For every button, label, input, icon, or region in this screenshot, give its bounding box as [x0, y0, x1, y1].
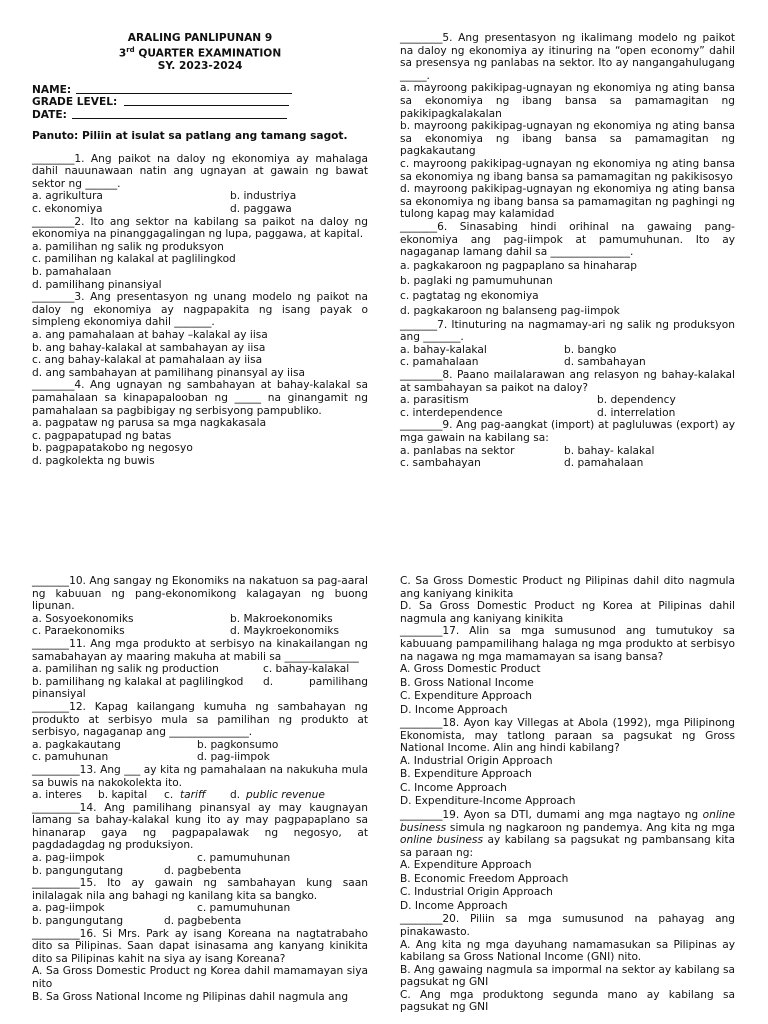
option-d[interactable]: d. interrelation [597, 406, 676, 419]
option-b[interactable]: b. kapital [98, 789, 148, 802]
question-8 [400, 369, 735, 419]
option-c[interactable]: c. pamuhunan [32, 751, 109, 764]
option-d[interactable]: d. [230, 789, 241, 802]
option-a[interactable]: a. panlabas na sektor [400, 444, 515, 457]
option-a[interactable]: a. interes [32, 789, 82, 802]
question-stem: ________4. Ang ugnayan ng sambahayan at bahay-kalakal sa pamahalaan sa kinapapalooban ng _____ na ginangamit ng pamahalaan sa pagbibigay ng serbisyong pampubliko. [32, 379, 368, 417]
question-stem: _______10. Ang sangay ng Ekonomiks na nakatuon sa pag-aaral ng kabuuan ng pang-ekonomikong kalagayan ng buong lipunan. [32, 575, 368, 613]
option-c[interactable]: C. Sa Gross Domestic Product ng Pilipinas dahil dito nagmula ang kaniyang kinikita [400, 575, 735, 600]
option-b[interactable]: b. dependency [597, 394, 676, 407]
option-d[interactable]: d. pamilihang pinansiyal [32, 278, 162, 291]
question-stem: ________17. Alin sa mga sumusunod ang tumutukoy sa kabuuang pampamilihang halaga ng mga produkto at serbisyo na nagawa ng mga mamamayan sa isang bansa? [400, 625, 735, 663]
option-d[interactable]: d. pag-iimpok [197, 751, 270, 764]
option-a[interactable]: a. mayroong pakikipag-ugnayan ng ekonomiya ng ating bansa sa ekonomiya ng ibang bansa sa pamamagitan ng pakikipagkalakalan [400, 82, 735, 120]
option-b[interactable]: B. Sa Gross National Income ng Pilipinas dahil nagmula ang [32, 990, 349, 1003]
option-c[interactable]: c. [164, 789, 174, 802]
question-stem: ________3. Ang presentasyon ng unang modelo ng paikot na daloy ng ekonomiya ay nagpapakita ng isang payak o simpleng ekonomiya dahil _______. [32, 291, 368, 329]
option-c[interactable]: c. pagtatag ng ekonomiya [400, 289, 539, 302]
option-d[interactable]: d. pagbebenta [164, 864, 242, 877]
option-a[interactable]: A. Ang kita ng mga dayuhang namamasukan sa Pilipinas ay kabilang sa Gross National Income (GNI) nito. [400, 938, 735, 964]
option-a[interactable]: a. pamilihan ng salik ng production [32, 663, 219, 676]
question-stem: _________14. Ang pamilihang pinansyal ay may kaugnayan lamang sa bahay-kalakal kung ito ay may pagpapaplano sa hinanarap gaya ng pagpapalawak ng negosyo, at pagdadagdag ng produksiyon. [32, 801, 368, 852]
option-b[interactable]: b. ang bahay-kalakal at sambahayan ay iisa [32, 341, 266, 354]
option-b[interactable]: b. pamahalaan [32, 265, 112, 278]
option-a[interactable]: a. pag-iimpok [32, 902, 105, 915]
option-a[interactable]: A. Gross Domestic Product [400, 663, 541, 676]
question-stem: _______7. Itinuturing na nagmamay-ari ng salik ng produksyon ang _______. [400, 318, 735, 344]
option-b[interactable]: b. bangko [564, 343, 617, 356]
option-c[interactable]: c. pamumuhunan [197, 852, 291, 865]
option-d[interactable]: d. Maykroekonomiks [230, 625, 339, 638]
option-c[interactable]: c. interdependence [400, 406, 503, 419]
question-2 [32, 216, 368, 292]
option-a[interactable]: a. Sosyoekonomiks [32, 612, 134, 625]
question-17 [400, 625, 735, 717]
option-b[interactable]: b. pangungutang [32, 864, 124, 877]
option-a[interactable]: A. Sa Gross Domestic Product ng Korea dahil mamamayan siya nito [32, 965, 368, 990]
exam-title: ARALING PANLIPUNAN 9 3rd QUARTER EXAMINATION SY. 2023-2024 [118, 32, 282, 72]
option-c[interactable]: C. Ang mga produktong segunda mano ay kabilang sa pagsukat ng GNI [400, 988, 735, 1014]
option-a[interactable]: a. pagkakaroon ng pagpaplano sa hinaharap [400, 259, 637, 272]
name-field[interactable]: NAME: [32, 84, 368, 97]
option-a[interactable]: a. ang pamahalaan at bahay –kalakal ay iisa [32, 328, 268, 341]
option-d-continued: pinansiyal [32, 688, 86, 701]
option-b[interactable]: B. Expenditure Approach [400, 768, 532, 781]
option-c[interactable]: c. sambahayan [400, 457, 481, 470]
option-d[interactable]: d. mayroong pakikipag-ugnayan ng ekonomiya ng ating bansa sa ekonomiya ng ibang bansa sa pamamagitan ng paghingi ng tulong kapag may kalamidad [400, 183, 735, 221]
option-d[interactable]: d. pagkakaroon ng balanseng pag-iimpok [400, 304, 620, 317]
option-b[interactable]: b. pagkonsumo [197, 738, 279, 751]
option-c[interactable]: c. mayroong pakikipag-ugnayan ng ekonomiya ng ating bansa sa ekonomiya ng ibang bansa sa pamamagitan ng pakikisosyo [400, 157, 735, 183]
option-c[interactable]: c. ang bahay-kalakal at pamahalaan ay iisa [32, 354, 263, 367]
question-5 [400, 32, 735, 221]
option-b[interactable]: B. Ang gawaing nagmula sa impormal na sektor ay kabilang sa pagsukat ng GNI [400, 963, 735, 989]
question-stem: _________13. Ang ___ ay kita ng pamahalaan na nakukuha mula sa buwis na nakokolekta ito. [32, 763, 368, 789]
question-stem: ________8. Paano mailalarawan ang relasyon ng bahay-kalakal at sambahayan sa paikot na daloy? [400, 369, 735, 394]
option-c[interactable]: c. Paraekonomiks [32, 625, 125, 638]
option-b[interactable]: b. pangungutang [32, 915, 124, 928]
option-c[interactable]: c. bahay-kalakal [263, 663, 350, 676]
option-d[interactable]: D. Income Approach [400, 899, 508, 912]
option-b[interactable]: b. pamilihang ng kalakal at paglilingkod [32, 675, 244, 688]
option-b[interactable]: b. mayroong pakikipag-ugnayan ng ekonomiya ng ating bansa sa ekonomiya ng ibang bansa sa pamamagitan ng pagkakautang [400, 120, 735, 158]
question-3 [32, 291, 368, 379]
option-a[interactable]: a. parasitism [400, 394, 469, 407]
option-d[interactable]: d. pagkolekta ng buwis [32, 454, 155, 467]
option-d[interactable]: d. paggawa [230, 203, 292, 215]
option-a[interactable]: a. pag-iimpok [32, 852, 105, 865]
exam-right-column-2 [400, 575, 735, 1014]
question-19 [400, 809, 735, 913]
question-11 [32, 638, 368, 701]
option-b[interactable]: b. bahay- kalakal [564, 444, 655, 457]
question-1 [32, 153, 368, 216]
option-c[interactable]: C. Industrial Origin Approach [400, 886, 553, 899]
option-c[interactable]: c. ekonomiya [32, 203, 103, 215]
option-a[interactable]: a. bahay-kalakal [400, 343, 487, 356]
option-d[interactable]: D. Income Approach [400, 703, 508, 716]
question-7 [400, 319, 735, 369]
option-d[interactable]: D. Expenditure-Income Approach [400, 795, 576, 808]
option-a[interactable]: a. pagpataw ng parusa sa mga nagkakasala [32, 417, 267, 430]
question-20 [400, 913, 735, 1014]
option-b[interactable]: b. paglaki ng pamumuhunan [400, 274, 553, 287]
option-c[interactable]: C. Expenditure Approach [400, 690, 532, 703]
question-12 [32, 701, 368, 764]
exam-left-column-1 [32, 32, 368, 467]
option-b[interactable]: B. Gross National Income [400, 676, 534, 689]
option-c[interactable]: c. pamilihan ng kalakal at paglilingkod [32, 253, 236, 266]
option-c[interactable]: c. pamumuhunan [197, 902, 291, 915]
date-field[interactable]: DATE: [32, 109, 368, 122]
option-a[interactable]: a. agrikultura [32, 190, 103, 203]
exam-left-column-2 [32, 575, 368, 1003]
option-b[interactable]: b. pagpapatakobo ng negosyo [32, 442, 193, 455]
option-d[interactable]: d. sambahayan [564, 356, 646, 369]
question-13 [32, 764, 368, 802]
question-stem: _______12. Kapag kailangang kumuha ng sambahayan ng produkto at serbisyo mula sa pamilihan ng produkto at serbisyo, nagaganap ang _______________. [32, 700, 368, 739]
option-c[interactable]: c. pagpapatupad ng batas [32, 429, 172, 442]
option-d[interactable]: d. [263, 675, 274, 688]
question-stem: _________16. Si Mrs. Park ay isang Koreana na nagtatrabaho dito sa Pilipinas. Saan dapat isinasama ang kanyang kinikita dito sa Pilipinas kahit na siya ay isang Koreana? [32, 927, 368, 965]
option-d-text: pamilihang [309, 675, 369, 688]
question-15 [32, 877, 368, 927]
question-stem: _______11. Ang mga produkto at serbisyo na kinakailangan ng samabahayan ay maaring makuha at mabili sa ______________ [32, 637, 368, 663]
question-4 [32, 379, 368, 467]
option-b[interactable]: b. industriya [230, 190, 297, 203]
question-6 [400, 221, 735, 319]
question-10 [32, 575, 368, 638]
question-stem: ________1. Ang paikot na daloy ng ekonomiya ay mahalaga dahil nauunawaan natin ang ugnayan at gawain ng bawat sektor ng ______. [32, 152, 368, 190]
option-d-text: public revenue [246, 789, 325, 802]
question-9 [400, 419, 735, 469]
option-d[interactable]: D. Sa Gross Domestic Product ng Korea at Pilipinas dahil nagmula ang kaniyang kinikita [400, 600, 735, 625]
question-stem: ________20. Piliin sa mga sumusunod na pahayag ang pinakawasto. [400, 913, 735, 938]
question-stem: ________2. Ito ang sektor na kabilang sa paikot na daloy ng ekonomiya na pinanggagalingan ng lupa, paggawa, at kapital. [32, 215, 368, 241]
instructions: Panuto: Piliin at isulat sa patlang ang tamang sagot. [32, 130, 348, 143]
option-a[interactable]: a. pamilihan ng salik ng produksyon [32, 240, 224, 253]
option-b[interactable]: b. Makroekonomiks [230, 612, 333, 625]
question-stem: _______6. Sinasabing hindi orihinal na gawaing pang-ekonomiya ang pag-iimpok at pamumuhunan. Ito ay nagaganap lamang dahil sa _______________. [400, 220, 735, 259]
option-a[interactable]: A. Expenditure Approach [400, 859, 532, 872]
question-18 [400, 717, 735, 809]
option-c[interactable]: c. pamahalaan [400, 356, 479, 369]
question-stem: _________15. Ito ay gawain ng sambahayan kung saan inilalagak nila ang bahagi ng kanilang kita sa bangko. [32, 877, 368, 902]
option-c[interactable]: C. Income Approach [400, 781, 507, 794]
option-d[interactable]: d. pamahalaan [564, 457, 644, 470]
question-stem: ________9. Ang pag-aangkat (import) at pagluluwas (export) ay mga gawain na kabilang sa: [400, 419, 735, 445]
option-b[interactable]: B. Economic Freedom Approach [400, 872, 569, 885]
option-d[interactable]: d. ang sambahayan at pamilihang pinansyal ay iisa [32, 366, 305, 379]
option-d[interactable]: d. pagbebenta [164, 915, 242, 928]
question-stem: ________19. Ayon sa DTI, dumami ang mga nagtayo ng online business simula ng nagkaroon ng pandemya. Ang kita ng mga online business ay kabilang sa pagsukat ng pambansang kita sa paraan ng: [400, 808, 735, 859]
question-14 [32, 802, 368, 878]
question-stem: ________18. Ayon kay Villegas at Abola (1992), mga Pilipinong Ekonomista, may tatlong paraan sa pagsukat ng Gross National Income. Alin ang hindi kabilang? [400, 717, 735, 755]
option-a[interactable]: A. Industrial Origin Approach [400, 754, 553, 767]
option-c-text: tariff [180, 789, 206, 802]
exam-right-column-1 [400, 32, 735, 470]
question-stem: ________5. Ang presentasyon ng ikalimang modelo ng paikot na daloy ng ekonomiya ay itinuring na “open economy” dahil sa presensya ng panlabas na sektor. Ito ay nangangahulugang _____. [400, 32, 735, 82]
grade-level-field[interactable]: GRADE LEVEL: [32, 96, 368, 109]
question-16 [32, 928, 368, 1004]
option-a[interactable]: a. pagkakautang [32, 738, 121, 751]
